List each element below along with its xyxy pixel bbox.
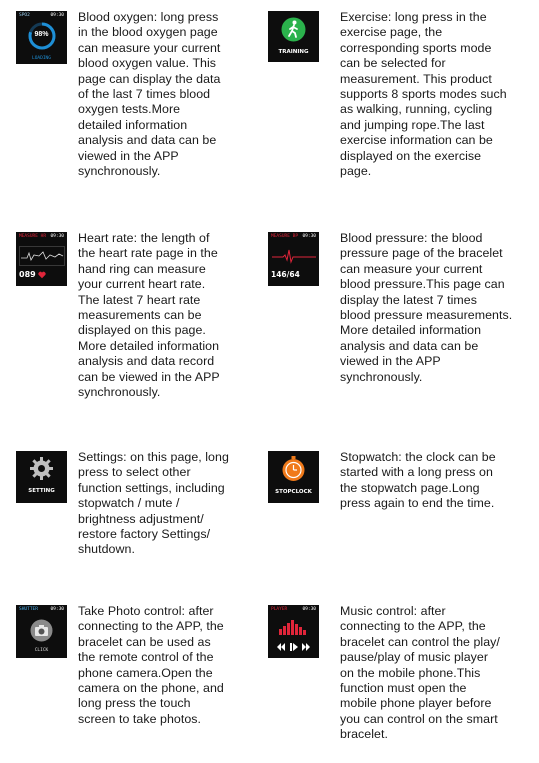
heart-rate-waveform-icon (19, 246, 65, 266)
playback-controls-icon (276, 642, 311, 652)
settings-description: Settings: on this page, long press to select other function settings, including stopwatch / mute / brightness adjustment/ restore factory Settings/ shutdown. (78, 450, 229, 557)
screen-time: 09:30 (302, 607, 316, 612)
equalizer-icon (278, 619, 309, 635)
blood-pressure-description: Blood pressure: the blood pressure page of the bracelet can measure your current blood pressure.This page can display the latest 7 times blood pressure measurements. More detailed information analysis and data can be viewed in the APP synchronously. (340, 231, 513, 384)
heart-rate-screen (16, 232, 67, 286)
screen-caption: SETTING (28, 488, 55, 494)
camera-icon (30, 619, 53, 642)
screen-status: MEASURE BP (271, 234, 299, 239)
blood-oxygen-description: Blood oxygen: long press in the blood oxygen page can measure your current blood oxygen value. This page can display the data of the last 7 times blood oxygen tests.More detailed information analysis and data can be viewed in the APP synchronously. (78, 10, 221, 179)
oxygen-value: 98% (34, 31, 49, 38)
blood-pressure-value: 146/64 (271, 270, 300, 279)
camera-screen (16, 605, 67, 658)
screen-caption: TRAINING (278, 49, 309, 55)
exercise-screen (268, 11, 319, 62)
exercise-description: Exercise: long press in the exercise page, the corresponding sports mode can be selected for measurement. This product supports 8 sports modes such as walking, running, cycling and jumping rope.The last exercise information can be displayed on the exercise page. (340, 10, 507, 179)
music-description: Music control: after connecting to the APP, the bracelet can control the play/ pause/play of music player on the mobile phone.This function must open the mobile phone player before you can control on the smart bracelet. (340, 604, 500, 742)
settings-screen (16, 451, 67, 503)
gear-icon (29, 456, 54, 481)
screen-status: SHUTTER (19, 607, 38, 612)
screen-caption: CLICK (34, 648, 49, 653)
screen-time: 09:30 (50, 607, 64, 612)
pressure-waveform-icon (271, 246, 317, 266)
screen-status: SPO2 (19, 13, 30, 18)
stopwatch-screen (268, 451, 319, 503)
screen-caption: STOPCLOCK (275, 489, 312, 495)
screen-status: PLAYER (271, 607, 288, 612)
screen-time: 09:30 (50, 13, 64, 18)
blood-pressure-screen (268, 232, 319, 286)
screen-time: 09:30 (50, 234, 64, 239)
blood-oxygen-screen (16, 11, 67, 64)
heart-icon (38, 271, 46, 279)
screen-status: MEASURE HR (19, 234, 47, 239)
heart-rate-value: 089 (19, 270, 36, 279)
stopwatch-description: Stopwatch: the clock can be started with a long press on the stopwatch page.Long press again to end the time. (340, 450, 496, 511)
walking-icon (281, 17, 306, 42)
screen-time: 09:30 (302, 234, 316, 239)
stopwatch-icon (281, 456, 306, 482)
heart-rate-description: Heart rate: the length of the heart rate page in the hand ring can measure your current heart rate. The latest 7 heart rate measurements can be displayed on this page. More detailed information analysis and data record can be viewed in the APP synchronously. (78, 231, 220, 400)
camera-description: Take Photo control: after connecting to the APP, the bracelet can be used as the remote control of the phone camera.Open the camera on the phone, and long press the touch screen to take photos. (78, 604, 224, 726)
music-screen (268, 605, 319, 658)
screen-footer: LOADING (32, 56, 51, 61)
